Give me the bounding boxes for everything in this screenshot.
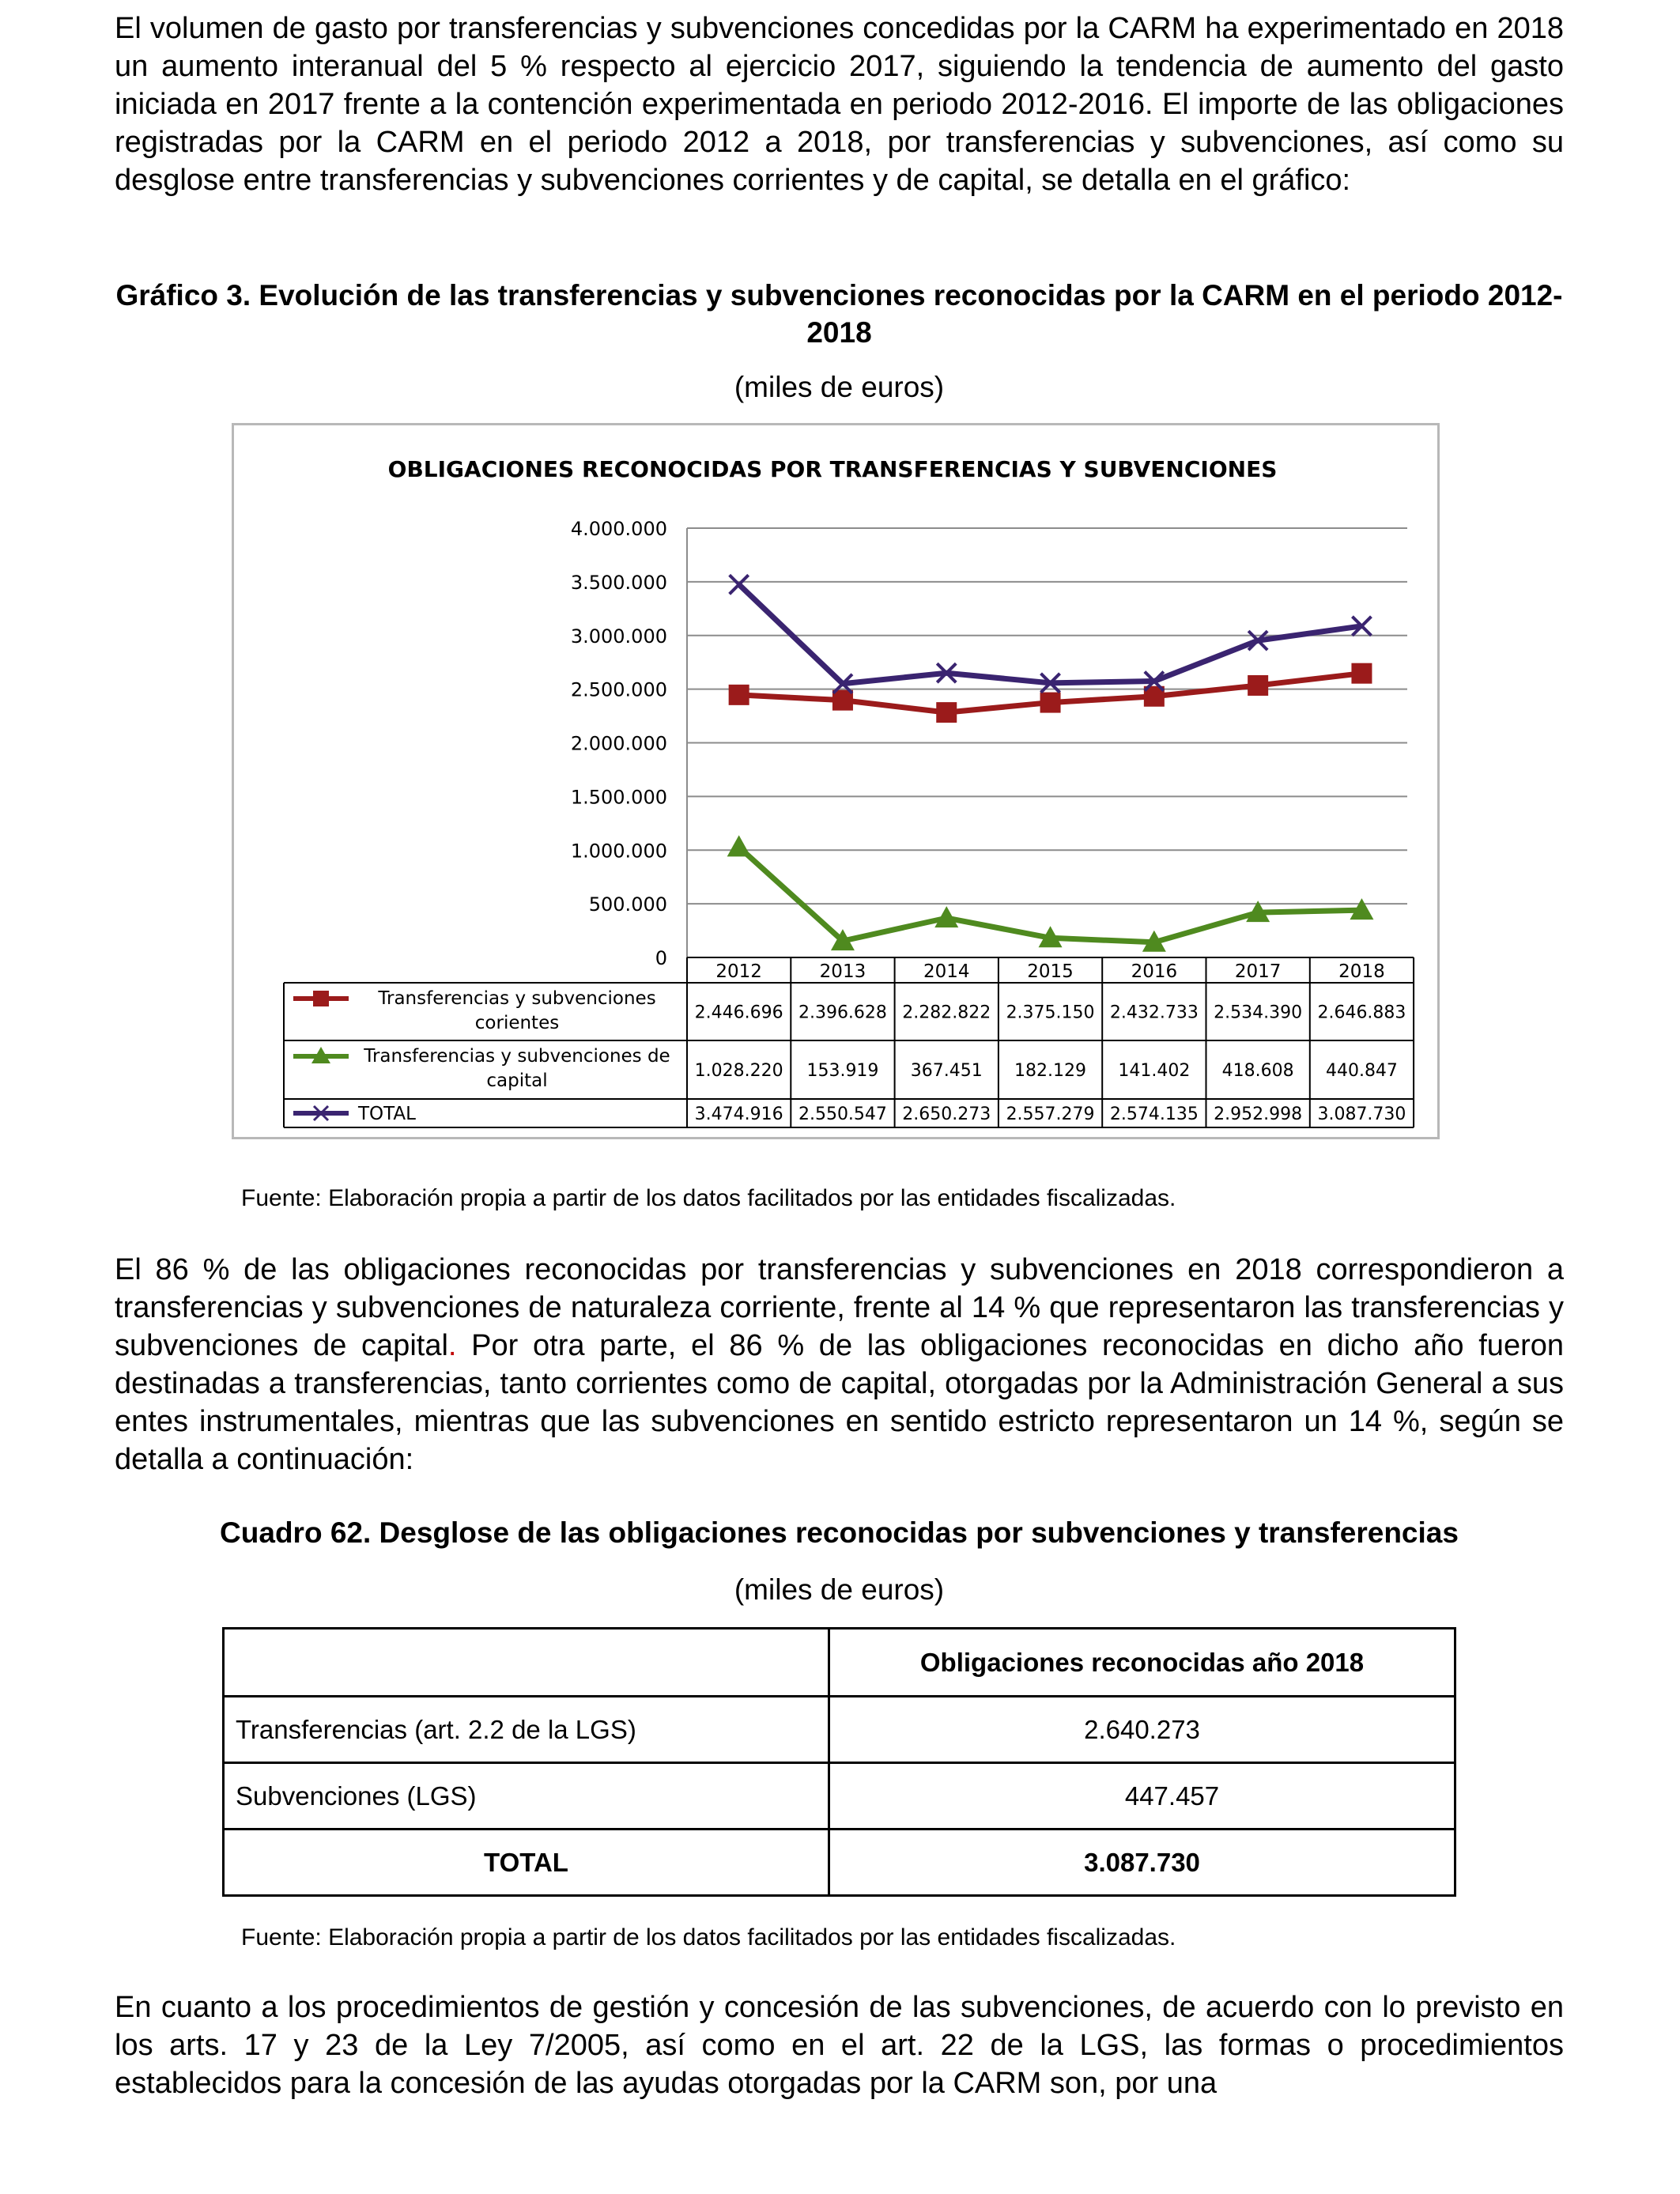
data-label: 2.446.696 bbox=[694, 1003, 783, 1023]
data-label: 153.919 bbox=[806, 1061, 879, 1081]
y-tick-label: 3.500.000 bbox=[570, 571, 667, 594]
y-tick-label: 1.000.000 bbox=[570, 840, 667, 863]
data-label: 2.282.822 bbox=[902, 1003, 991, 1023]
paragraph-procedimientos: En cuanto a los procedimientos de gestión y concesión de las subvenciones, de acuerdo con lo previsto en los arts. 17 y 23 de la Ley 7/2005, así como en el art. 22 de la LGS, las formas o procedimientos establecidos para la concesión de las ayudas otorgadas por la CARM son, por una bbox=[115, 1991, 1564, 2100]
chart-caption-unit: (miles de euros) bbox=[734, 371, 945, 403]
data-label: 2.557.279 bbox=[1006, 1105, 1095, 1124]
series-name: TOTAL bbox=[358, 1104, 416, 1124]
table-total-row bbox=[224, 1830, 1455, 1896]
data-point bbox=[1040, 693, 1061, 713]
data-point bbox=[729, 685, 749, 705]
table-row bbox=[224, 1697, 1455, 1763]
series-line bbox=[739, 584, 1362, 683]
data-label: 2.646.883 bbox=[1317, 1003, 1406, 1023]
series-name: corientes bbox=[474, 1013, 560, 1033]
table-row-value: 2.640.273 bbox=[829, 1697, 1455, 1763]
data-label: 182.129 bbox=[1014, 1061, 1087, 1081]
y-tick-label: 1.500.000 bbox=[570, 786, 667, 809]
data-point bbox=[1351, 663, 1372, 684]
data-label: 2.574.135 bbox=[1109, 1105, 1199, 1124]
y-tick-label: 2.000.000 bbox=[570, 732, 667, 755]
data-label: 367.451 bbox=[910, 1061, 983, 1081]
paragraph-percentages-part2: Por otra parte, el 86 % de las obligaciones reconocidas en dicho año fueron destinadas a transferencias, tanto corrientes como de capital, otorgadas por la Administración General a sus entes instrumentales, mientras que las subvenciones en sentido estricto representaron un 14 %, según se detalla a continuación: bbox=[115, 1329, 1564, 1476]
table-header-row bbox=[224, 1629, 1455, 1697]
chart-caption-title: Gráfico 3. Evolución de las transferencias y subvenciones reconocidas por la CARM en el periodo 2012-2018 bbox=[115, 279, 1563, 349]
x-tick-label: 2015 bbox=[1027, 961, 1074, 982]
series-name: Transferencias y subvenciones de bbox=[364, 1046, 670, 1067]
table-row-label: Transferencias (art. 2.2 de la LGS) bbox=[224, 1697, 829, 1763]
table-header-empty bbox=[224, 1629, 829, 1697]
y-tick-label: 4.000.000 bbox=[570, 518, 667, 540]
data-label: 2.396.628 bbox=[798, 1003, 887, 1023]
table-header-obligaciones: Obligaciones reconocidas año 2018 bbox=[829, 1629, 1455, 1697]
paragraph-percentages bbox=[115, 1251, 1564, 1478]
table-row-label: Subvenciones (LGS) bbox=[224, 1763, 829, 1830]
table-caption-unit: (miles de euros) bbox=[734, 1573, 945, 1606]
table-row bbox=[224, 1763, 1455, 1830]
line-chart bbox=[234, 425, 1437, 1137]
chart-title: OBLIGACIONES RECONOCIDAS POR TRANSFERENCIAS Y SUBVENCIONES bbox=[387, 456, 1278, 482]
data-label: 1.028.220 bbox=[694, 1061, 783, 1081]
data-label: 3.474.916 bbox=[694, 1105, 783, 1124]
data-label: 2.650.273 bbox=[902, 1105, 991, 1124]
chart-frame bbox=[232, 423, 1440, 1139]
paragraph-intro: El volumen de gasto por transferencias y subvenciones concedidas por la CARM ha experimentado en 2018 un aumento interanual del 5 % respecto al ejercicio 2017, siguiendo la tendencia de aumento del gasto iniciada en 2017 frente a la contención experimentada en periodo 2012-2016. El importe de las obligaciones registradas por la CARM en el periodo 2012 a 2018, por transferencias y subvenciones, así como su desglose entre transferencias y subvenciones corrientes y de capital, se detalla en el gráfico: bbox=[115, 12, 1564, 197]
data-label: 2.952.998 bbox=[1214, 1105, 1303, 1124]
y-tick-label: 3.000.000 bbox=[570, 625, 667, 648]
data-label: 418.608 bbox=[1221, 1061, 1294, 1081]
data-point bbox=[936, 702, 957, 723]
x-tick-label: 2012 bbox=[715, 961, 762, 982]
paragraph-red-dot: . bbox=[447, 1329, 457, 1362]
series-name: capital bbox=[486, 1071, 548, 1091]
x-tick-label: 2016 bbox=[1131, 961, 1178, 982]
x-tick-label: 2017 bbox=[1234, 961, 1282, 982]
table-caption-title: Cuadro 62. Desglose de las obligaciones reconocidas por subvenciones y transferencias bbox=[220, 1516, 1459, 1549]
data-label: 3.087.730 bbox=[1317, 1105, 1406, 1124]
data-label: 2.432.733 bbox=[1109, 1003, 1199, 1023]
data-label: 2.375.150 bbox=[1006, 1003, 1095, 1023]
data-point bbox=[730, 575, 749, 594]
table-source: Fuente: Elaboración propia a partir de los datos facilitados por las entidades fiscalizadas. bbox=[241, 1924, 1176, 1950]
data-label: 440.847 bbox=[1325, 1061, 1398, 1081]
desglose-table bbox=[222, 1627, 1456, 1897]
paragraph-percentages-part1: El 86 % de las obligaciones reconocidas por transferencias y subvenciones en 2018 correspondieron a transferencias y subvenciones de naturaleza corriente, frente al 14 % que representaron las transferencias y subvenciones de capital bbox=[115, 1253, 1564, 1362]
data-point bbox=[727, 835, 751, 856]
x-tick-label: 2018 bbox=[1338, 961, 1385, 982]
legend-key-marker bbox=[313, 991, 329, 1006]
series-name: Transferencias y subvenciones bbox=[378, 988, 656, 1009]
x-tick-label: 2013 bbox=[819, 961, 866, 982]
data-label: 2.550.547 bbox=[798, 1105, 887, 1124]
y-tick-label: 0 bbox=[655, 947, 667, 969]
chart-source: Fuente: Elaboración propia a partir de los datos facilitados por las entidades fiscalizadas. bbox=[241, 1185, 1176, 1211]
table-row-value: 447.457 bbox=[829, 1763, 1455, 1830]
table-total-value: 3.087.730 bbox=[829, 1830, 1455, 1896]
data-point bbox=[1248, 675, 1268, 696]
y-tick-label: 500.000 bbox=[588, 893, 667, 916]
x-tick-label: 2014 bbox=[923, 961, 970, 982]
data-label: 141.402 bbox=[1118, 1061, 1191, 1081]
data-label: 2.534.390 bbox=[1214, 1003, 1303, 1023]
y-tick-label: 2.500.000 bbox=[570, 678, 667, 701]
table-total-label: TOTAL bbox=[224, 1830, 829, 1896]
